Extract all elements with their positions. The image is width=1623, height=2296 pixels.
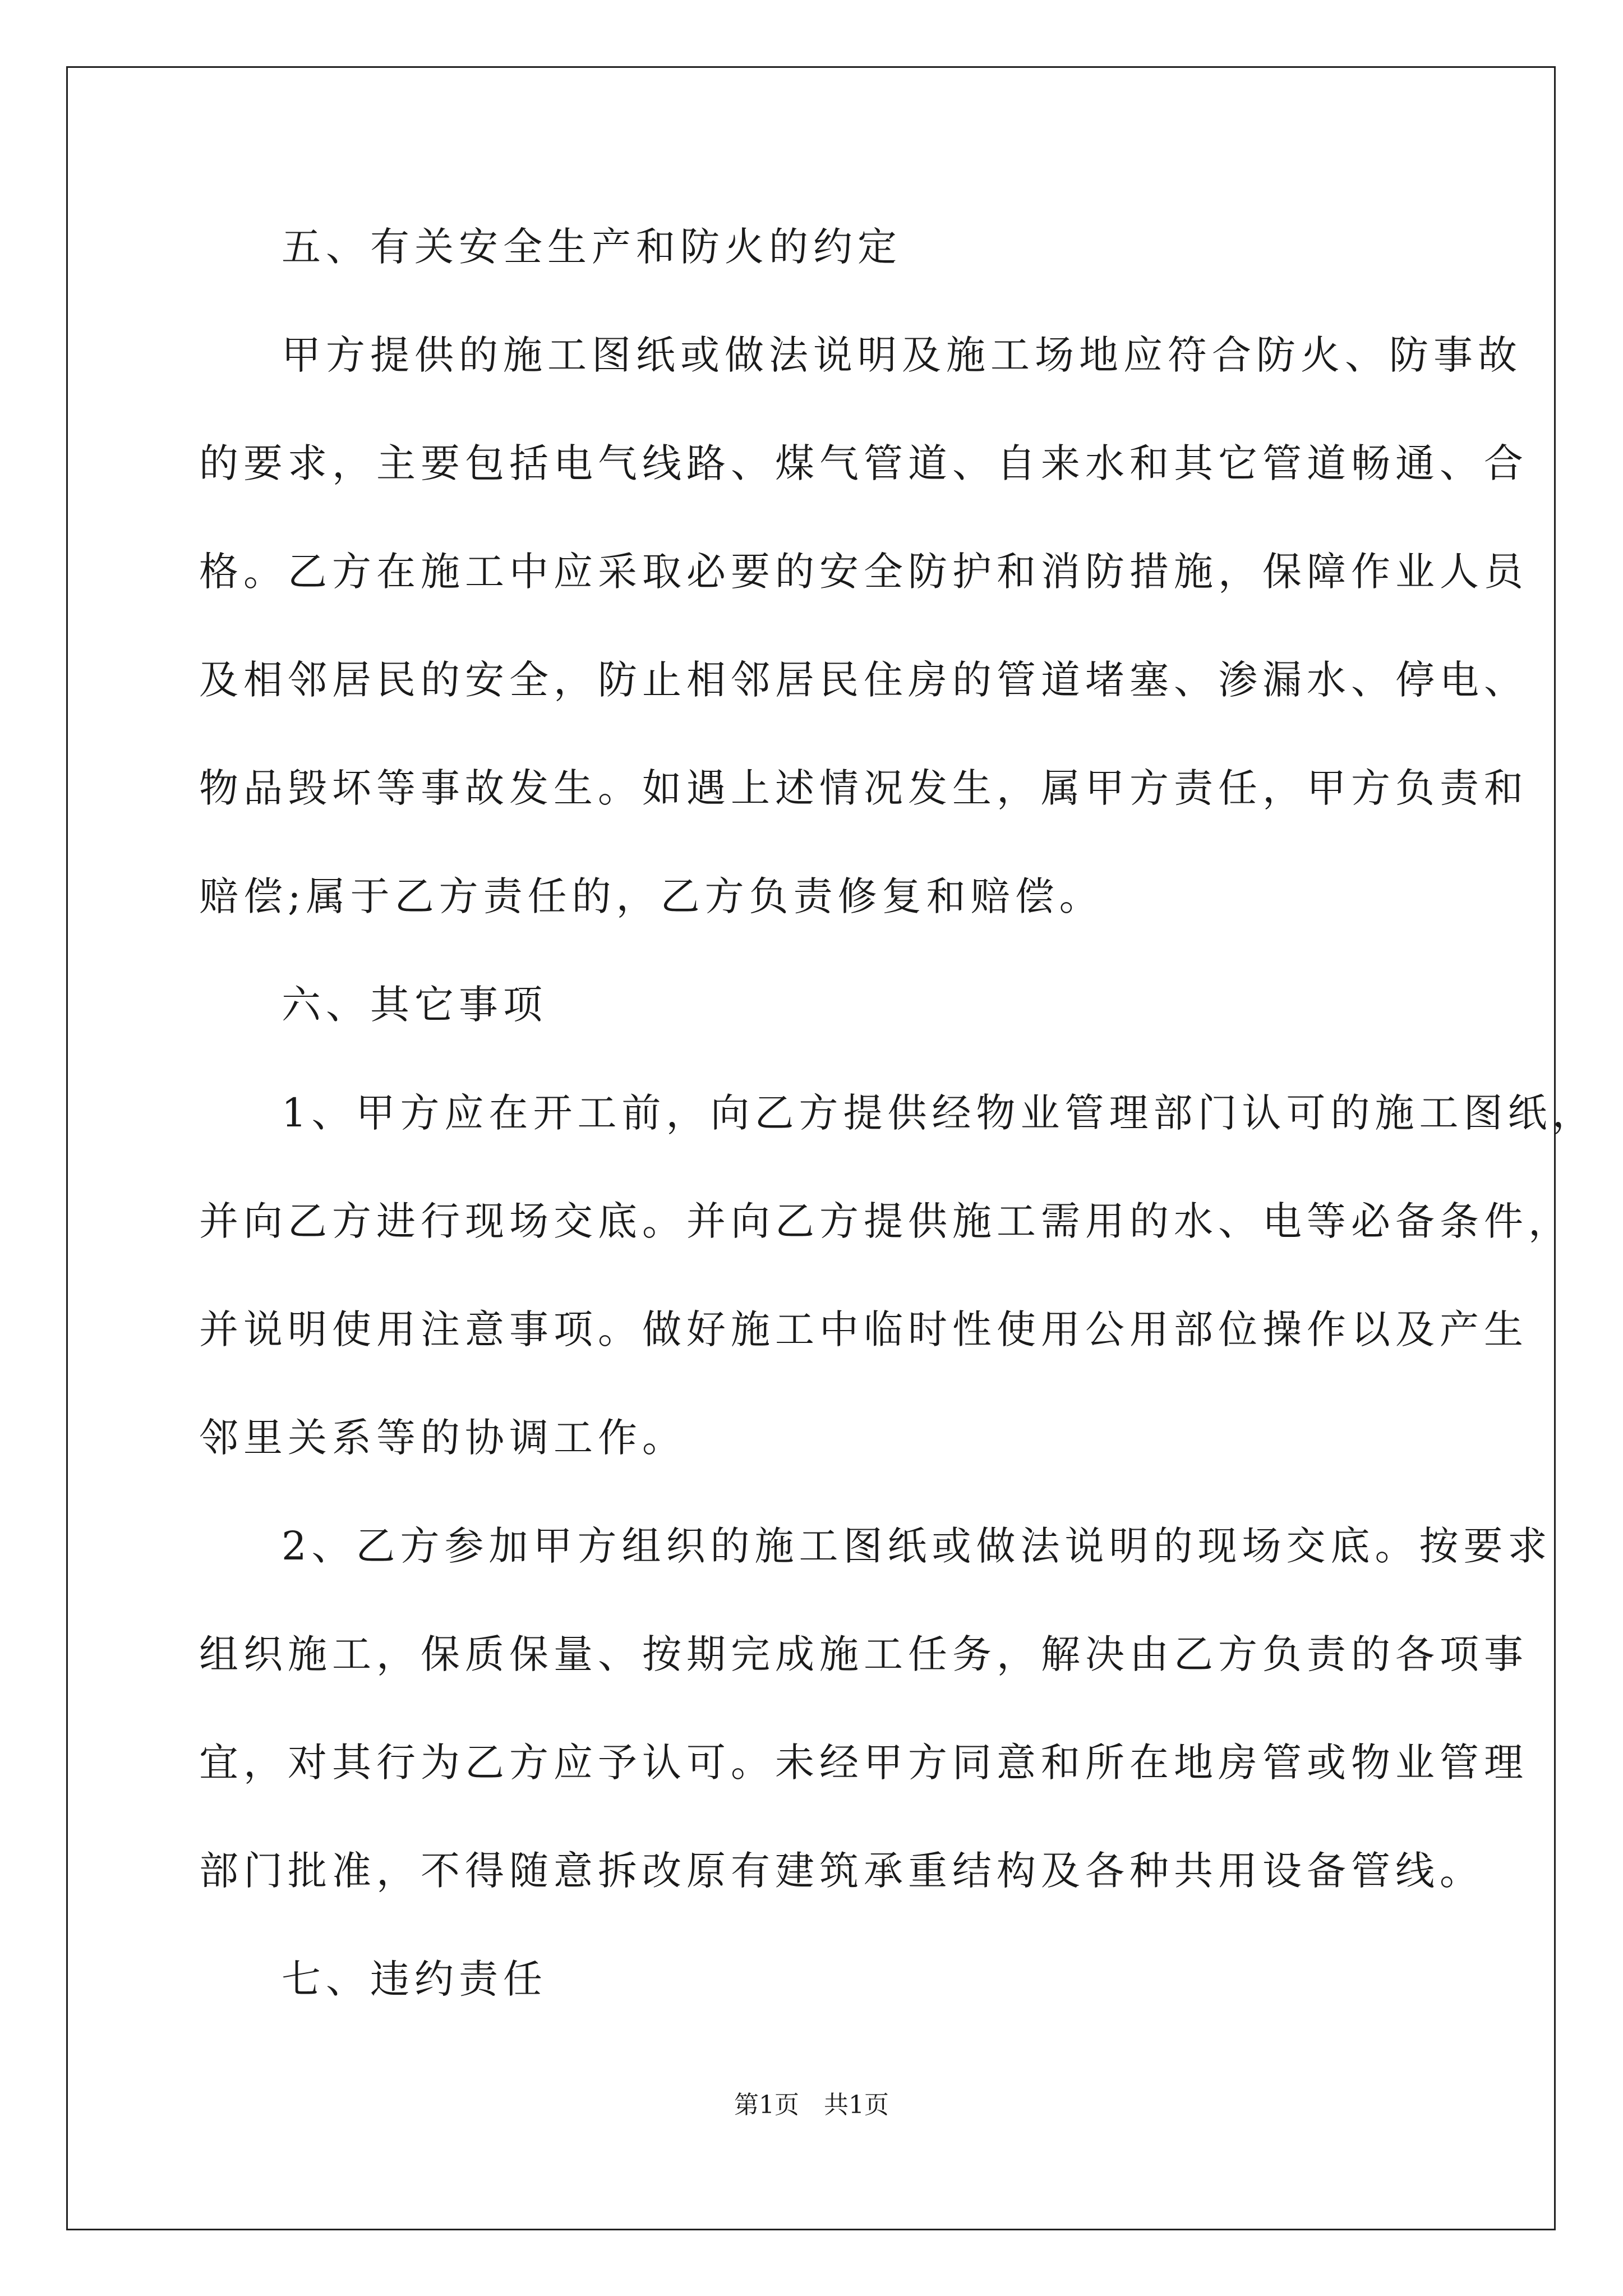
paragraph-line: 物品毁坏等事故发生。如遇上述情况发生，属甲方责任，甲方负责和: [199, 765, 1528, 811]
paragraph-line: 1、甲方应在开工前，向乙方提供经物业管理部门认可的施工图纸，: [282, 1090, 1597, 1136]
paragraph-line: 及相邻居民的安全，防止相邻居民住房的管道堵塞、渗漏水、停电、: [199, 657, 1528, 703]
paragraph-line: 宜，对其行为乙方应予认可。未经甲方同意和所在地房管或物业管理: [199, 1740, 1528, 1786]
paragraph-line: 2、乙方参加甲方组织的施工图纸或做法说明的现场交底。按要求: [282, 1523, 1552, 1569]
section-heading-7: 七、违约责任: [282, 1956, 547, 2002]
section-heading-6: 六、其它事项: [282, 982, 547, 1028]
paragraph-line: 并说明使用注意事项。做好施工中临时性使用公用部位操作以及产生: [199, 1306, 1528, 1352]
paragraph-line: 邻里关系等的协调工作。: [199, 1415, 686, 1461]
paragraph-line: 甲方提供的施工图纸或做法说明及施工场地应符合防火、防事故: [282, 332, 1522, 378]
paragraph-line: 部门批准，不得随意拆改原有建筑承重结构及各种共用设备管线。: [199, 1848, 1484, 1894]
paragraph-line: 赔偿;属于乙方责任的，乙方负责修复和赔偿。: [199, 873, 1104, 919]
paragraph-line: 格。乙方在施工中应采取必要的安全防护和消防措施，保障作业人员: [199, 549, 1528, 595]
paragraph-line: 组织施工，保质保量、按期完成施工任务，解决由乙方负责的各项事: [199, 1631, 1528, 1677]
paragraph-line: 并向乙方进行现场交底。并向乙方提供施工需用的水、电等必备条件，: [199, 1198, 1573, 1244]
page-number: 第1页 共1页: [734, 2091, 889, 2119]
section-heading-5: 五、有关安全生产和防火的约定: [282, 224, 902, 270]
page-border: [66, 66, 1556, 2230]
paragraph-line: 的要求，主要包括电气线路、煤气管道、自来水和其它管道畅通、合: [199, 440, 1528, 486]
